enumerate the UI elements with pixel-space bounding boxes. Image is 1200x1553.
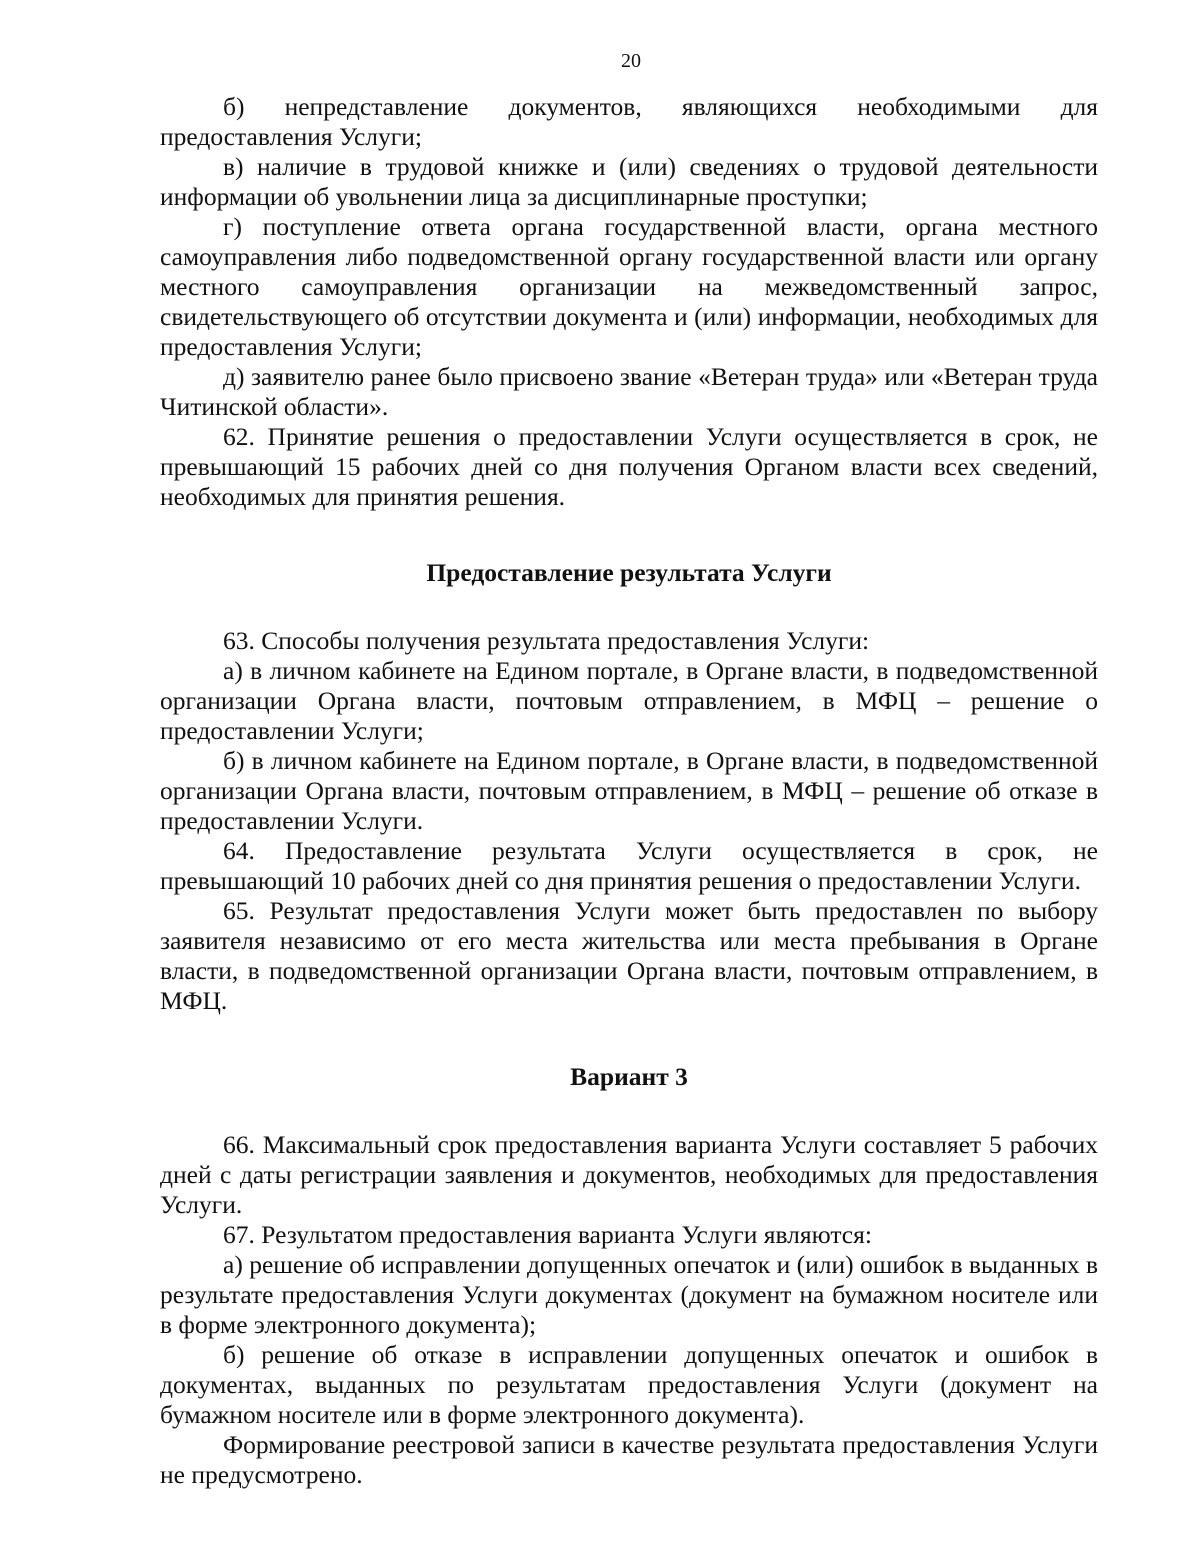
paragraph-67-b: б) решение об отказе в исправлении допущенных опечаток и ошибок в документах, выданных по результатам предоставления Услуги (документ на бумажном носителе или в форме электронного документа). bbox=[160, 1340, 1098, 1429]
section-heading-variant-3: Вариант 3 bbox=[570, 1062, 688, 1091]
paragraph-67: 67. Результатом предоставления варианта Услуги являются: bbox=[223, 1220, 872, 1249]
paragraph-b-documents: б) непредставление документов, являющихся необходимыми для предоставления Услуги; bbox=[160, 92, 1098, 151]
paragraph-63-b: б) в личном кабинете на Едином портале, в Органе власти, в подведомственной организации Органа власти, почтовым отправлением, в МФЦ – решение об отказе в предоставлении Услуги. bbox=[160, 746, 1098, 835]
paragraph-g-interagency-response: г) поступление ответа органа государственной власти, органа местного самоуправления либо подведомственной органу государственной власти или органу местного самоуправления организации на межведомственный запрос, свидетельствующего об отсутствии документа и (или) информации, необходимых для предоставления Услуги; bbox=[160, 212, 1098, 361]
paragraph-62: 62. Принятие решения о предоставлении Услуги осуществляется в срок, не превышающий 15 рабочих дней со дня получения Органом власти всех сведений, необходимых для принятия решения. bbox=[160, 422, 1098, 511]
paragraph-64: 64. Предоставление результата Услуги осуществляется в срок, не превышающий 10 рабочих дней со дня принятия решения о предоставлении Услуги. bbox=[160, 836, 1098, 895]
document-body bbox=[160, 92, 1098, 1490]
paragraph-63: 63. Способы получения результата предоставления Услуги: bbox=[223, 626, 870, 655]
section-heading-result: Предоставление результата Услуги bbox=[426, 558, 832, 587]
page-number: 20 bbox=[621, 50, 641, 72]
paragraph-v-work-record: в) наличие в трудовой книжке и (или) сведениях о трудовой деятельности информации об увольнении лица за дисциплинарные проступки; bbox=[160, 152, 1098, 211]
paragraph-d-veteran-title: д) заявителю ранее было присвоено звание «Ветеран труда» или «Ветеран труда Читинской области». bbox=[160, 362, 1098, 421]
paragraph-65: 65. Результат предоставления Услуги может быть предоставлен по выбору заявителя независимо от его места жительства или места пребывания в Органе власти, в подведомственной организации Органа власти, почтовым отправлением, в МФЦ. bbox=[160, 896, 1098, 1015]
paragraph-registry-record: Формирование реестровой записи в качестве результата предоставления Услуги не предусмотрено. bbox=[160, 1430, 1098, 1489]
paragraph-67-a: а) решение об исправлении допущенных опечаток и (или) ошибок в выданных в результате предоставления Услуги документах (документ на бумажном носителе или в форме электронного документа); bbox=[160, 1250, 1098, 1339]
paragraph-66: 66. Максимальный срок предоставления варианта Услуги составляет 5 рабочих дней с даты регистрации заявления и документов, необходимых для предоставления Услуги. bbox=[160, 1130, 1098, 1219]
paragraph-63-a: а) в личном кабинете на Едином портале, в Органе власти, в подведомственной организации Органа власти, почтовым отправлением, в МФЦ – решение о предоставлении Услуги; bbox=[160, 656, 1098, 745]
